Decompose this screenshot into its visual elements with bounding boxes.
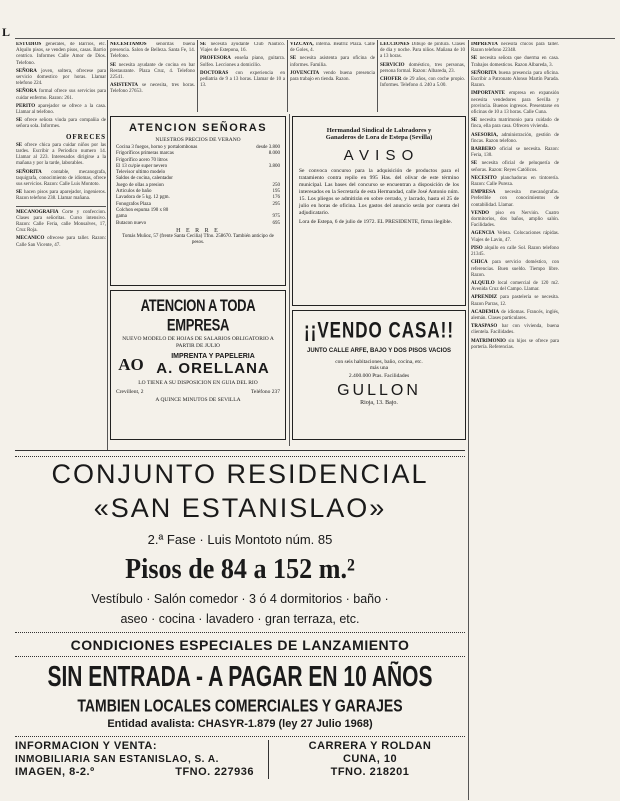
classified-item: CHOFER de 29 años, con coche propio. Informes. Telefono 4. 240 a 5.00. (380, 77, 465, 89)
classified-item: ASESORIA, administración, gestión de fincas. Razon telefono. (471, 132, 559, 144)
price-item-price: 695 (272, 220, 280, 226)
column-rule (197, 40, 198, 112)
price-item-name: Frigoríficos primeras marcas (116, 151, 174, 157)
vendo-line3: más una (369, 365, 389, 371)
classified-item: ASISTENTA se necesita, tres horas. Telefono 27653. (110, 83, 195, 95)
vendo-line4: 2.400.000 Ptas. Facilidades (348, 373, 410, 379)
price-item-name: Lavadora de 5 kg. 12 pgm. (116, 195, 170, 201)
price-item-price: 3.800 (268, 163, 280, 169)
classified-item: ACADEMIA de idiomas. Francés, inglés, alemán. Clases particulares. (471, 309, 559, 321)
ad-marker: H E R R E (176, 227, 220, 234)
price-item-name: Juego de ollas a presion (116, 182, 164, 188)
price-item-price: 975 (272, 214, 280, 220)
classified-item: SE hacen pisos para aparejador, ingenieros. Razon telefono 238. Llamar mañana. (16, 190, 106, 202)
conjunto-features2: aseo · cocina · lavadero · gran terraza, etc. (120, 612, 360, 626)
ad-line4: A QUINCE MINUTOS DE SEVILLA (155, 397, 241, 403)
classified-item: APRENDIZ para pastelería se necesita. Razon Parras, 12. (471, 295, 559, 307)
conjunto-pisos: Pisos de 84 a 152 m.² (125, 553, 355, 585)
classified-item: MECANICO ofrecese para taller. Razon: Calle San Vicente, 47. (16, 236, 106, 248)
price-item-name: Fonografos Plaza (116, 201, 151, 207)
page-corner-mark: L (2, 25, 11, 39)
classified-item: VIZCAYA, interna. Beatriz Plaza. Calle de Goles, 4. (290, 42, 375, 54)
classified-item: SE necesita ayudante de cocina en bar Restaurante. Plaza Cruz, 4. Telefono 22541. (110, 62, 195, 81)
classified-item: SE necesita oficial de peluquería de señoras. Razon: Reyes Católicos. (471, 161, 559, 173)
ad-atencion-empresa (110, 290, 286, 440)
classified-item: SE necesita matrimonio para cuidado de finca, ella para casa. Ofrecen vivienda. (471, 118, 559, 130)
aviso-body: Se convoca concurso para la adquisición de productos para el tratamiento contra repilo en 995 Has. del olivar de este término municipal. Las bases del concurso se encuentran a disposición de los interesados en la Secretaría de esta Hermandad, calle José Antonio núm. 15. Los pliegos se admitirán en sobre cerrado, y lacrado, hasta el 25 de julio en horas de oficina. Los gastos del anuncio serán por cuenta del adjudicatario. (299, 168, 459, 216)
classified-item: ESTUDIOS generales, de Barrios, etc. Alquilo pisos, se venden pisos, casas. Barrio centrico. Informes Calle Amor de Dios. Telefono. (16, 42, 106, 66)
info2-title: CARRERA Y ROLDAN (308, 740, 432, 752)
price-item-name: El 13 cu/pie super nevero (116, 163, 168, 169)
conjunto-phase: 2.ª Fase · Luis Montoto núm. 85 (147, 532, 333, 547)
classified-item: MECANOGRAFIA Corte y confeccion. Clases para señoritas. Curso intensivo. Razon: Calle Feria, calle Monsalves, 17, Cruz Roja. (16, 209, 106, 234)
conjunto-sin-entrada: SIN ENTRADA - A PAGAR EN 10 AÑOS (47, 661, 433, 693)
price-item-price: 250 (272, 182, 280, 188)
ad-line2: IMPRENTA Y PAPELERIA (171, 353, 255, 360)
classified-item: MATRIMONIO sin hijos se ofrece para portería. Referencias. (471, 338, 559, 350)
classified-item: SEÑORA formal ofrece sus servicios para cuidar enfermo. Razon: 261. (16, 89, 106, 101)
ad-aviso (292, 116, 466, 306)
ad-line3: LO TIENE A SU DISPOSICION EN GUIA DEL RIO (138, 380, 258, 386)
classified-item: SEÑORITA contable, mecanografa, taquigrafa, conocimiento de idiomas, ofrece sus servicios. Razon: Calle Luis Montoto. (16, 169, 106, 188)
column-rule (287, 40, 288, 112)
classified-column-1 (16, 42, 106, 452)
classified-item: NECESITAMOS señoritas buena presencia. Salon de Belleza. Santa Fe, 14. Telefono. (110, 42, 195, 60)
ad-divider (15, 632, 465, 636)
ad-conjunto-residencial (15, 450, 465, 798)
column-rule (377, 40, 378, 112)
price-item-price: 176 (272, 195, 280, 201)
aviso-title: A V I S O (343, 147, 415, 164)
ad-title: ATENCION A TODA EMPRESA (140, 295, 256, 335)
section-header-ofreces: OFRECES (65, 132, 106, 141)
classified-item: AGENCIA Veleta. Colocaciones rápidas. Viajes de Lavin, 47. (471, 231, 559, 243)
info-name: INMOBILIARIA SAN ESTANISLAO, S. A. (15, 754, 219, 765)
column-rule (468, 40, 469, 800)
ad-title: ATENCION SEÑORAS (128, 122, 268, 134)
vendo-line1: JUNTO CALLE ARFE, BAJO Y DOS PISOS VACIOS (306, 348, 452, 354)
classified-item: ALQUILO local comercial de 120 m2. Avenida Cruz del Campo. Llamar. (471, 280, 559, 293)
classified-item: IMPORTANTE empresa en expansión necesita vendedores para Sevilla y provincia. Buenos ingresos. Presentarse en oficinas de 10 a 13 horas. Calle Cuna. (471, 91, 559, 116)
classified-item: NECESITO planchadoras en tintorería. Razon: Calle Pureza. (471, 175, 559, 188)
classified-item: BARBERO oficial se necesita. Razon: Feria, 130. (471, 147, 559, 159)
ad-name: A. ORELLANA (156, 360, 270, 377)
conjunto-condiciones: CONDICIONES ESPECIALES DE LANZAMIENTO (70, 637, 410, 653)
classified-item: SE necesita ayudante Club Nautico. Viajes de Estepona, 16. (200, 42, 285, 54)
price-list (116, 145, 280, 227)
classified-column-2 (110, 42, 195, 112)
ad-phone: Teléfono 237 (250, 389, 280, 395)
classified-item: PROFESORA enseña piano, guitarra. Solfeo. Lecciones a domicilio. (200, 56, 285, 68)
info-title: INFORMACION Y VENTA: (15, 740, 158, 752)
classified-item: SE ofrece señora viuda para compañia de señora sola. Informes. (16, 118, 106, 130)
info2-address: CUNA, 10 (342, 753, 398, 765)
price-item-price: 195 (272, 189, 280, 195)
conjunto-tambien: TAMBIEN LOCALES COMERCIALES Y GARAJES (77, 695, 403, 715)
classified-item: IMPRENTA necesita chicos para taller. Razon telefono 22348. (471, 42, 559, 54)
aviso-org-line2: Ganaderos de Lora de Estepa (Sevilla) (325, 134, 433, 141)
orellana-logo: AO (118, 355, 144, 374)
classified-column-3 (200, 42, 285, 112)
column-rule (107, 40, 108, 450)
vendo-line2: con seis habitaciones, baño, cocina, etc. (335, 359, 423, 365)
ad-atencion-senoras (110, 116, 286, 286)
conjunto-features1: Vestíbulo · Salón comedor · 3 ó 4 dormitorios · baño · (91, 592, 389, 606)
column-rule (289, 114, 290, 446)
price-list-row (116, 221, 280, 227)
price-item-price: desde 3.800 (256, 145, 280, 150)
ad-divider (15, 656, 465, 660)
conjunto-title1: CONJUNTO RESIDENCIAL (51, 459, 429, 489)
classified-item: EMPRESA necesita mecanógrafas. Preferible con conocimientos de contabilidad. Llamar. (471, 190, 559, 208)
classified-item: PERITO aparejador se ofrece a la casa. Llamar al telefono. (16, 103, 106, 116)
ad-vendo-casa (292, 310, 466, 440)
top-rule (15, 38, 615, 39)
vendo-title: ¡¡VENDO CASA!! (304, 318, 454, 343)
ad-border-top (15, 450, 465, 457)
conjunto-title2: «SAN ESTANISLAO» (93, 493, 387, 523)
classified-column-4 (290, 42, 375, 112)
info-address: IMAGEN, 8-2.º (15, 766, 95, 778)
classified-item: SE necesita señora que duerma en casa. Trabajos domesticos. Razon Albareda, 3. (471, 56, 559, 68)
ad-subtitle: NUESTROS PRECIOS DE VERANO (155, 137, 241, 143)
classified-item: SE necesita asistenta para oficina de informes. Familia. (290, 56, 375, 68)
classified-column-right (471, 42, 559, 797)
classified-item: TRASPASO bar con vivienda, buena clientela. Facilidades. (471, 324, 559, 336)
price-item-name: Articulos de baño (116, 189, 152, 195)
classified-item: SERVICIO doméstico, tres personas, persona formal. Razon: Albareda, 23. (380, 62, 465, 74)
classified-item: PISO alquilo en calle Sol. Razon telefono 21345. (471, 245, 559, 258)
price-item-name: Butacon nuevo (116, 220, 147, 226)
price-item-name: Saldos de cocina, calentador (116, 176, 173, 182)
price-item-name: Cocina 3 fuegos, horno y portalombonas (116, 145, 198, 150)
ad-line1: NUEVO MODELO DE HOJAS DE SALARIOS OBLIGATORIO A PARTIR DE JULIO (122, 336, 274, 349)
info-phone: TFNO. 227936 (175, 766, 254, 778)
classified-item: SE ofrece chica para cuidar niños por las tardes. Escribir a Periodico numero 14. Llamar al 223. Interesados dirigirse a la mañana y por la tarde, laborables. (16, 142, 106, 167)
classified-item: CHICA para servicio doméstico, con referencias. Buen sueldo. Tiempo libre. Razon. (471, 260, 559, 278)
classified-column-5 (380, 42, 465, 112)
classified-item: SEÑORA joven, soltera, ofrecese para servicio domestico por horas. Llamar telefono 224. (16, 68, 106, 87)
classified-item: LECCIONES Dibujo de pintura. Clases de dia y noche. Para niños. Mañana de 10 a 13 horas. (380, 42, 465, 60)
aviso-sign: Lora de Estepa, 6 de julio de 1972. EL PRESIDENTE, firma ilegible. (299, 219, 452, 225)
info2-phone: TFNO. 218201 (330, 766, 410, 778)
price-item-name: Colchon espuma 190 x 80 (116, 207, 169, 213)
classified-item: SEÑORITA buena presencia para oficina. Escribir a Patronato Alonso Martín Parada. Razon. (471, 70, 559, 89)
price-item-price: 8.000 (268, 151, 280, 157)
price-item-price: 295 (272, 201, 280, 207)
ad-street: Crevillent, 2 (116, 389, 144, 395)
vendo-name: GULLON (337, 382, 421, 399)
price-item-name: gama (116, 214, 127, 220)
classified-item: JOVENCITA vendo buena presencia para trabajo en tienda. Razon. (290, 70, 375, 83)
classified-item: VENDO piso en Nervión. Cuatro dormitorios, dos baños, amplio salón. Facilidades. (471, 210, 559, 229)
classified-item: DOCTORAS con experiencia en pediatria de 9 a 13 horas. Llamar de 10 a 13. (200, 70, 285, 89)
aviso-org-line1: Hermandad Sindical de Labradores y (326, 127, 432, 134)
vendo-address: Rioja, 13. Bajo. (360, 400, 398, 406)
conjunto-avalista: Entidad avalista: CHASYR-1.879 (ley 27 Julio 1968) (107, 718, 373, 730)
ad-address: Tomás Muñoz, 57 (frente Santa Cecilia) Tfno. 258670. También anticipo de pesos. (122, 233, 274, 245)
price-item-name: Televisor ultimo modelo (116, 170, 166, 176)
price-item-name: Frigorífico acero 70 litros (116, 157, 168, 163)
